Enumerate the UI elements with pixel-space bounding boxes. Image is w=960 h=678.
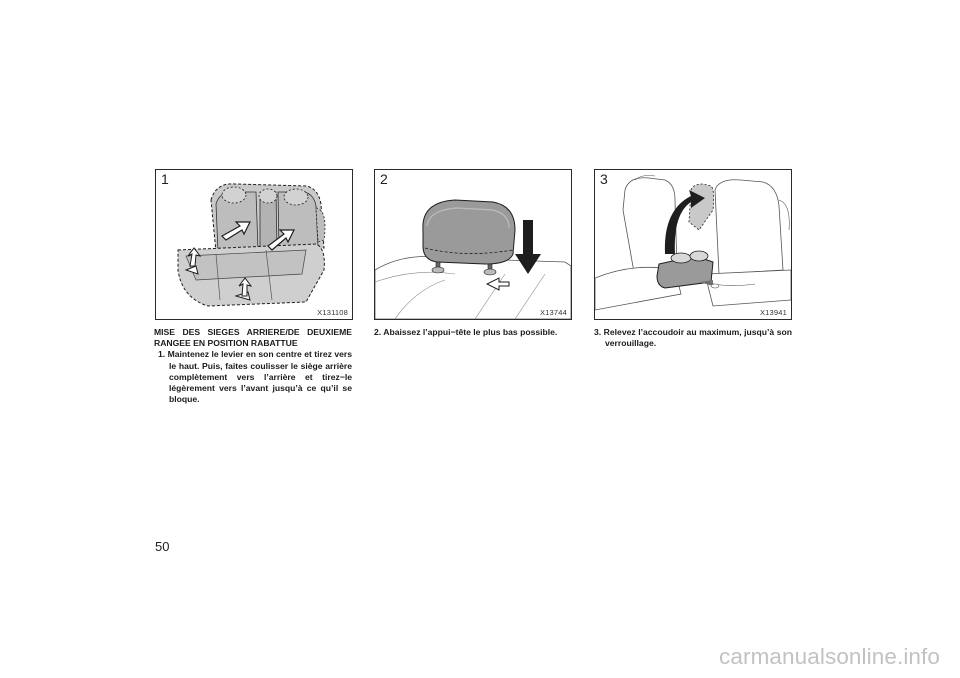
- figure-2-headrest: [374, 169, 572, 320]
- figure-code: X13941: [759, 308, 787, 317]
- instructions-column-1: [154, 327, 352, 405]
- step-3: 3. Relevez l’accoudoir au maximum, jusqu’à son verrouillage.: [594, 327, 792, 349]
- armrest-raise-illustration: [595, 170, 791, 319]
- figure-number: 3: [600, 171, 608, 187]
- step-1: 1. Maintenez le levier en son centre et tirez vers le haut. Puis, faites coulisser le siège arrière complètement vers l’arrière et tirez−le légèrement vers l’avant jusqu’à ce qu’il se bloque.: [158, 349, 352, 405]
- figure-number: 1: [161, 171, 169, 187]
- step-2: 2. Abaissez l’appui−tête le plus bas possible.: [374, 327, 558, 337]
- figure-3-armrest: [594, 169, 792, 320]
- seat-fold-illustration: [156, 170, 352, 319]
- figure-1-rear-seat: [155, 169, 353, 320]
- figure-code: X13744: [539, 308, 567, 317]
- watermark: carmanualsonline.info: [719, 644, 940, 669]
- page-number: 50: [155, 539, 170, 554]
- instructions-column-2: [374, 327, 572, 338]
- section-heading: MISE DES SIEGES ARRIERE/DE DEUXIEME RANGEE EN POSITION RABATTUE: [154, 327, 352, 349]
- figure-code: X131108: [317, 308, 348, 317]
- figure-number: 2: [380, 171, 388, 187]
- headrest-lower-illustration: [375, 170, 571, 319]
- instructions-column-3: [594, 327, 792, 349]
